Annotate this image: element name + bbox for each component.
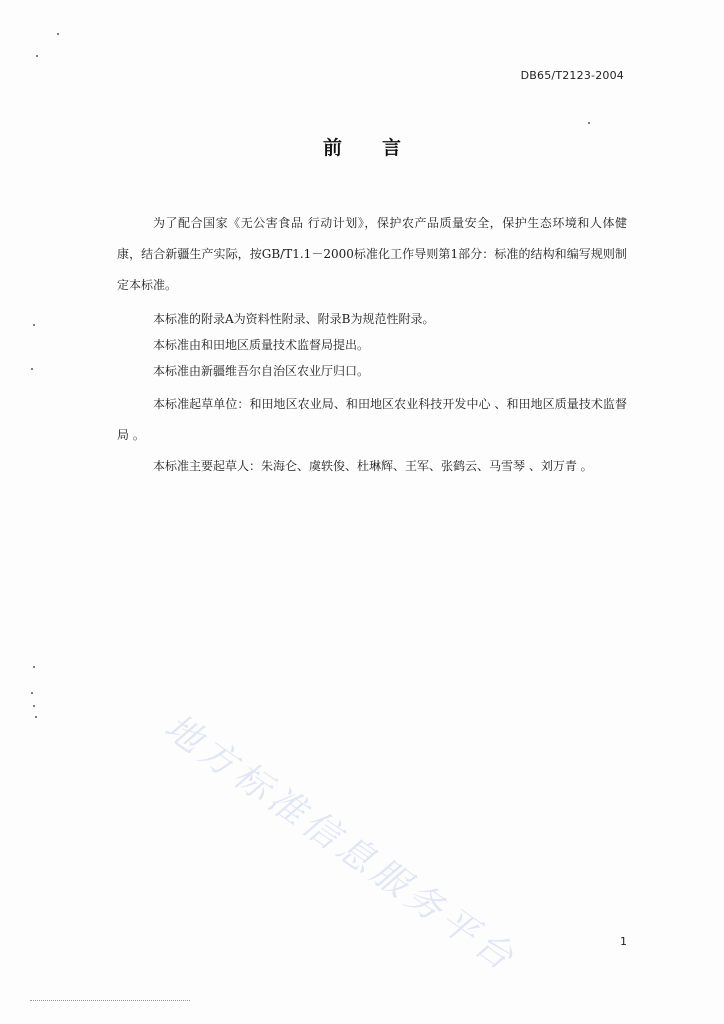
paragraph-proposer: 本标准由和田地区质量技术监督局提出。 [153,338,370,352]
scan-artifact-line [30,1000,190,1001]
scan-speck [33,705,35,707]
paragraph-drafting-units: 本标准起草单位：和田地区农业局、和田地区农业科技开发中心 、和田地区质量技术监督局 。 [117,397,627,442]
scan-speck [57,33,59,35]
document-code: DB65/T2123-2004 [520,69,624,82]
scan-speck [35,716,37,718]
scan-speck [31,368,33,370]
page-title: 前言 [322,137,441,159]
scan-speck [33,666,35,668]
foreword-body [117,208,627,482]
scan-speck [33,324,35,326]
scan-speck [588,122,590,124]
paragraph-administrator: 本标准由新疆维吾尔自治区农业厅归口。 [153,364,370,378]
watermark-text: 地方标准信息服务平台 [156,706,525,982]
page-number: 1 [620,935,627,948]
paragraph-appendix: 本标准的附录A为资料性附录、附录B为规范性附录。 [153,312,435,326]
paragraph-drafters: 本标准主要起草人：朱海仑、虞轶俊、杜琳辉、王军、张鹤云、马雪琴 、刘万青 。 [153,459,593,473]
scan-speck [31,692,33,694]
scan-speck [36,55,38,57]
paragraph-purpose: 为了配合国家《无公害食品 行动计划》，保护农产品质量安全，保护生态环境和人体健康，结合新疆生产实际，按GB/T1.1－2000标准化工作导则第1部分：标准的结构和编写规则制定本标准。 [117,216,627,292]
